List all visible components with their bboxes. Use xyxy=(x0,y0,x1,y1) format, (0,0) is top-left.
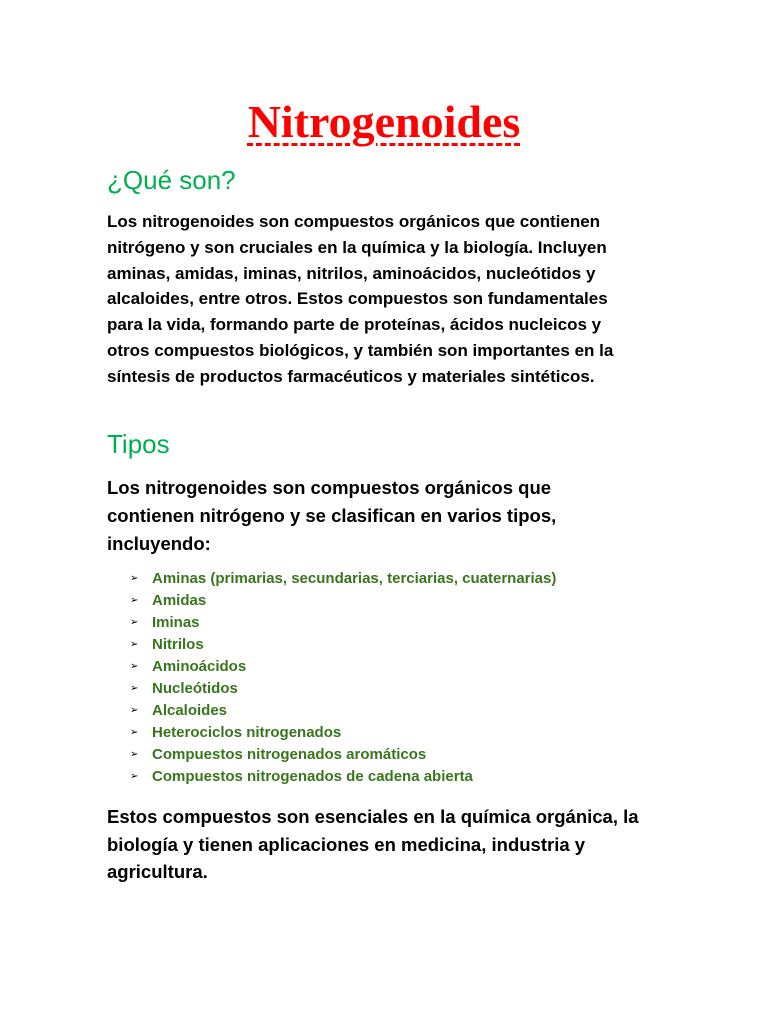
section-heading-que-son: ¿Qué son? xyxy=(107,165,236,195)
types-list xyxy=(130,567,556,787)
list-item-label: Aminas (primarias, secundarias, terciarias, cuaternarias) xyxy=(152,569,557,587)
arrow-bullet-icon: ➢ xyxy=(130,638,139,650)
list-item xyxy=(130,567,556,589)
section-heading-tipos: Tipos xyxy=(107,429,170,459)
arrow-bullet-icon: ➢ xyxy=(130,726,139,738)
types-intro-paragraph: Los nitrogenoides son compuestos orgánicos que contienen nitrógeno y se clasifican en varios tipos, incluyendo: xyxy=(107,477,557,554)
list-item xyxy=(130,765,556,787)
list-item-label: Nitrilos xyxy=(152,635,204,653)
list-item-label: Aminoácidos xyxy=(152,657,247,675)
arrow-bullet-icon: ➢ xyxy=(130,660,139,672)
arrow-bullet-icon: ➢ xyxy=(130,748,139,760)
list-item xyxy=(130,743,556,765)
list-item-label: Compuestos nitrogenados aromáticos xyxy=(152,745,427,763)
arrow-bullet-icon: ➢ xyxy=(130,704,139,716)
arrow-bullet-icon: ➢ xyxy=(130,572,139,584)
arrow-bullet-icon: ➢ xyxy=(130,682,139,694)
list-item-label: Iminas xyxy=(152,613,200,631)
list-item xyxy=(130,721,556,743)
list-item xyxy=(130,611,556,633)
list-item-label: Alcaloides xyxy=(152,701,228,719)
definition-paragraph: Los nitrogenoides son compuestos orgánicos que contienen nitrógeno y son cruciales en la química y la biología. Incluyen aminas, amidas, iminas, nitrilos, aminoácidos, nucleótidos y alcaloides, entre otros. Estos compuestos son fundamentales para la vida, formando parte de proteínas, ácidos nucleicos y otros compuestos biológicos, y también son importantes en la síntesis de productos farmacéuticos y materiales sintéticos. xyxy=(107,212,614,386)
arrow-bullet-icon: ➢ xyxy=(130,616,139,628)
list-item xyxy=(130,677,556,699)
list-item-label: Nucleótidos xyxy=(152,679,238,697)
list-item xyxy=(130,655,556,677)
document-title xyxy=(0,94,768,150)
list-item xyxy=(130,699,556,721)
closing-paragraph: Estos compuestos son esenciales en la química orgánica, la biología y tienen aplicaciones en medicina, industria y agricultura. xyxy=(107,806,639,882)
list-item-label: Compuestos nitrogenados de cadena abierta xyxy=(152,767,473,785)
arrow-bullet-icon: ➢ xyxy=(130,770,139,782)
list-item xyxy=(130,633,556,655)
list-item-label: Heterociclos nitrogenados xyxy=(152,723,342,741)
list-item xyxy=(130,589,556,611)
arrow-bullet-icon: ➢ xyxy=(130,594,139,606)
list-item-label: Amidas xyxy=(152,591,207,609)
document-title-text: Nitrogenoides xyxy=(247,96,521,147)
